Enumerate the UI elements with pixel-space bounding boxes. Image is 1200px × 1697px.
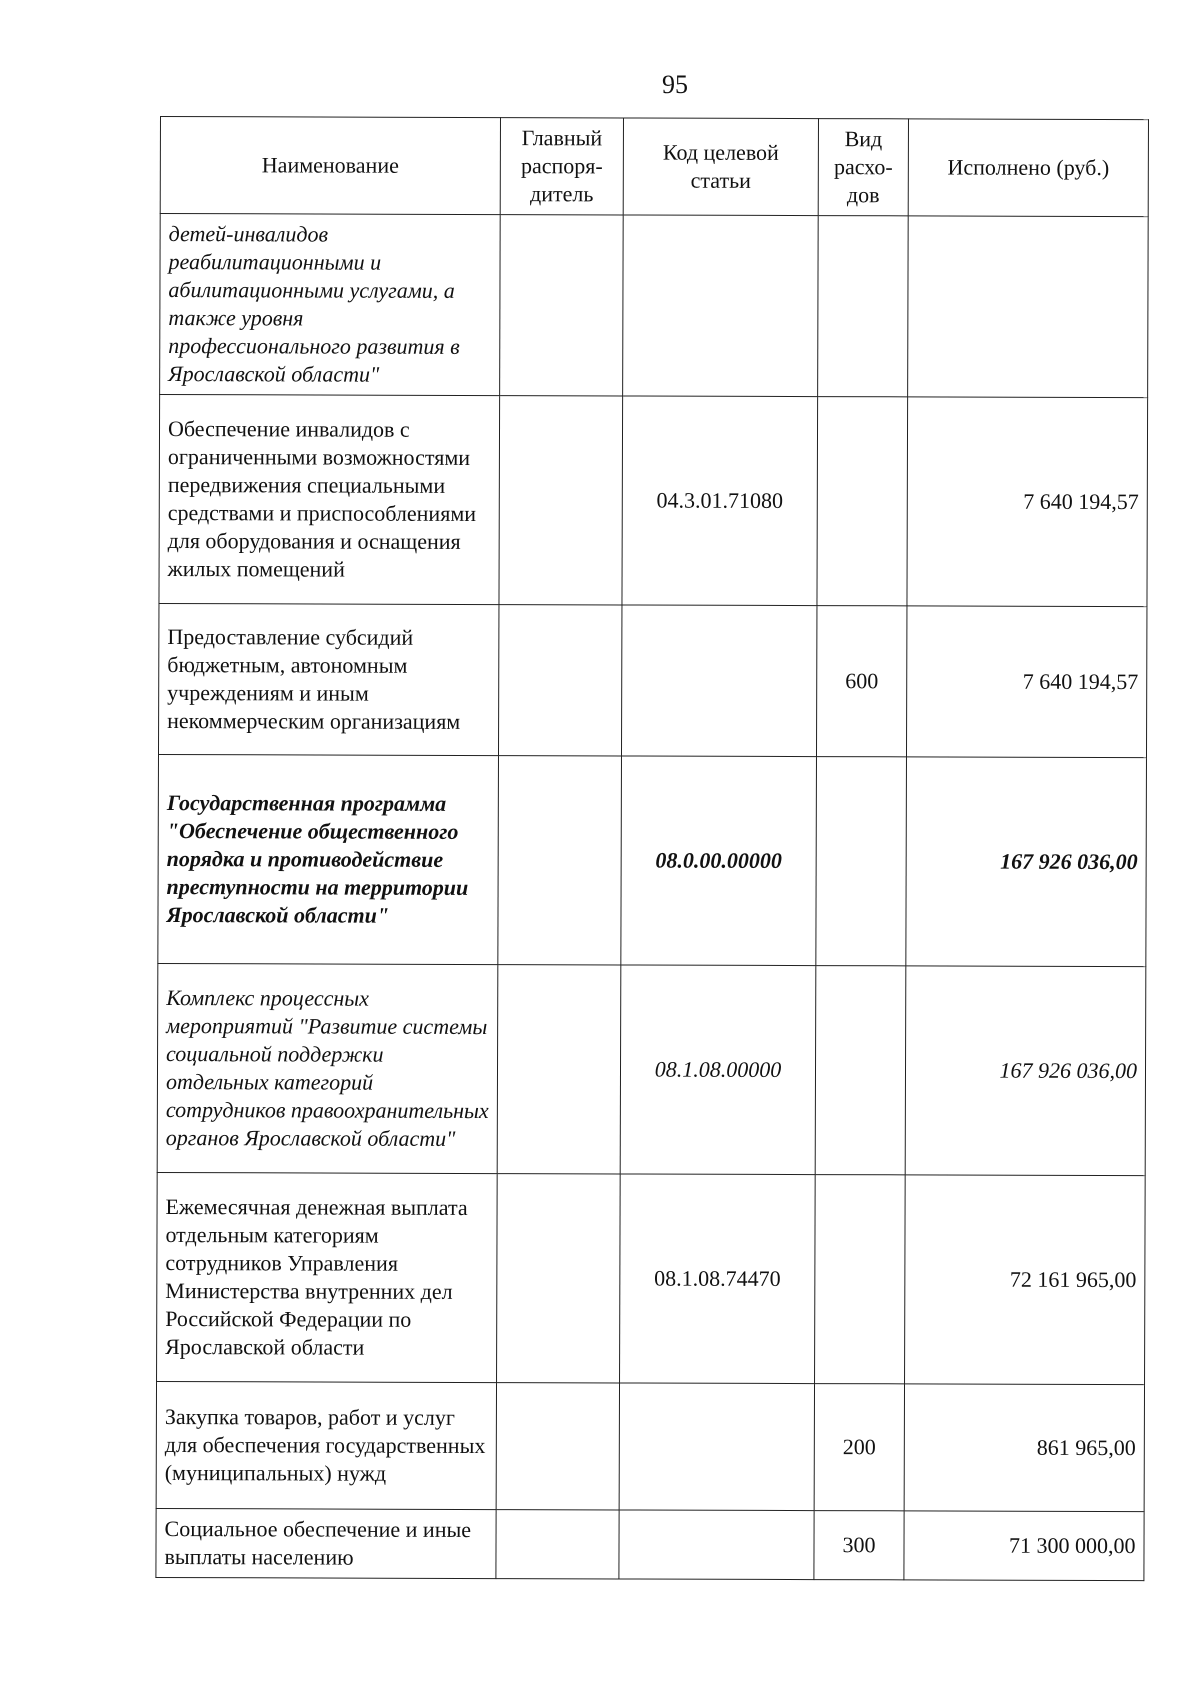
row-amount: 71 300 000,00 [904,1511,1144,1581]
row-name: Предоставление субсидий бюджетным, автономным учреждениям и иным некоммерческим организациям [158,603,498,755]
row-chief-administrator [498,605,621,756]
row-expense-type [816,757,907,966]
row-expense-type: 200 [814,1384,904,1511]
row-name: детей-инвалидов реабилитационными и абилитационными услугами, а также уровня профессионального развития в Ярославской области" [160,214,501,396]
row-chief-administrator [498,756,622,965]
header-name: Наименование [160,117,500,215]
row-amount: 167 926 036,00 [905,966,1146,1176]
row-expense-type [815,1175,906,1384]
row-chief-administrator [500,215,624,396]
row-chief-administrator [496,1510,619,1579]
row-code [623,215,819,397]
row-code: 08.1.08.74470 [620,1174,816,1384]
row-amount: 72 161 965,00 [905,1175,1146,1385]
row-expense-type [817,397,908,606]
row-name: Комплекс процессных мероприятий "Развитие системы социальной поддержки отдельных категорий сотрудников правоохранительных органов Ярославской области" [157,963,498,1173]
row-chief-administrator [497,1174,621,1383]
table-row [156,1508,1144,1580]
row-name: Обеспечение инвалидов с ограниченными возможностями передвижения специальными средствами и приспособлениями для оборудования и оснащения жилых помещений [159,395,500,605]
row-amount: 7 640 194,57 [907,397,1148,607]
row-amount: 167 926 036,00 [906,757,1147,967]
row-name: Закупка товаров, работ и услуг для обеспечения государственных (муниципальных) нужд [156,1381,496,1509]
table-row [159,395,1148,607]
row-code [619,1383,814,1511]
row-chief-administrator [497,965,621,1174]
table-row [156,1381,1144,1511]
table-row [158,603,1146,757]
row-amount: 861 965,00 [904,1384,1144,1512]
page-number: 95 [662,70,688,99]
row-expense-type: 600 [816,606,906,757]
header-chief-administrator: Главный распоря-дитель [500,118,623,215]
row-expense-type [818,216,909,397]
row-name: Социальное обеспечение и иные выплаты населению [156,1508,496,1578]
row-chief-administrator [496,1383,619,1510]
row-name: Ежемесячная денежная выплата отдельным категориям сотрудников Управления Министерства внутренних дел Российской Федерации по Ярославской области [157,1172,498,1382]
table-row [158,754,1147,966]
table-row [157,963,1146,1175]
header-expense-type: Вид расхо-дов [818,119,908,216]
row-code: 08.0.00.00000 [621,756,817,966]
row-code: 08.1.08.00000 [620,965,816,1175]
row-expense-type: 300 [814,1511,904,1580]
table-row [160,214,1149,398]
row-expense-type [815,966,906,1175]
table-header-row [160,117,1148,217]
header-target-article-code: Код целевой статьи [623,118,818,216]
row-amount [908,216,1149,398]
row-amount: 7 640 194,57 [906,606,1146,758]
row-chief-administrator [499,396,623,605]
row-name: Государственная программа "Обеспечение общественного порядка и противодействие преступности на территории Ярославской области" [158,754,499,964]
table-row [157,1172,1146,1384]
budget-execution-table [155,116,1149,1581]
row-code [619,1510,814,1580]
row-code [621,605,816,757]
header-executed-amount: Исполнено (руб.) [908,119,1148,217]
row-code: 04.3.01.71080 [622,396,818,606]
